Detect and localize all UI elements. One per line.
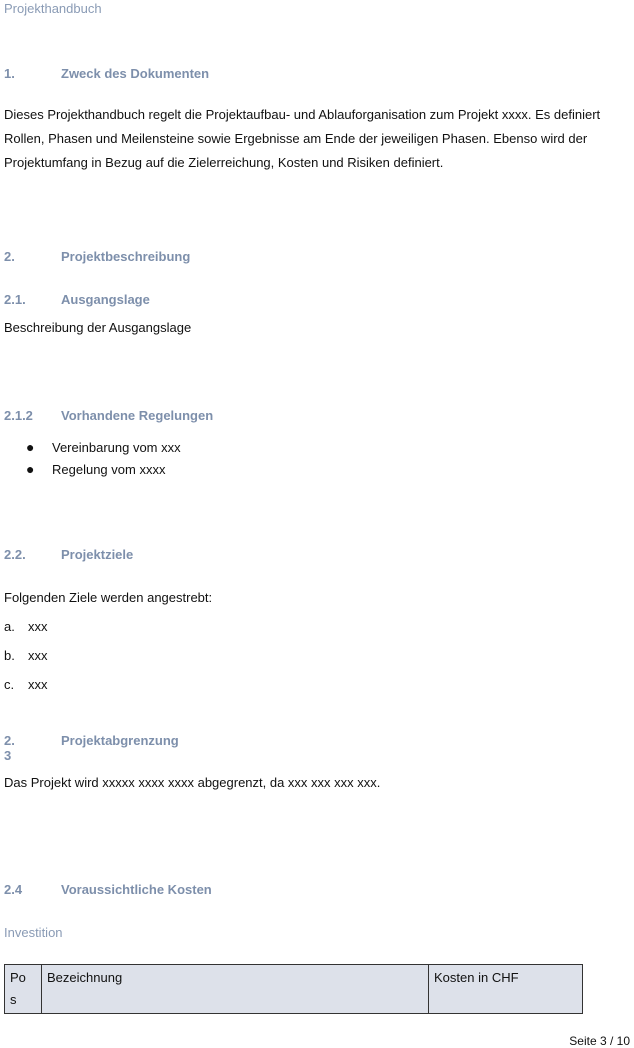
heading-title: Projektbeschreibung [61,249,191,264]
subheading-investition: Investition [4,925,63,940]
heading-number: 2. 3 [4,733,15,763]
heading-number: 2.2. [4,547,26,562]
table-header-row [5,965,583,1014]
heading-title: Ausgangslage [61,292,150,307]
table-header-kosten: Kosten in CHF [429,965,583,1014]
paragraph-projektabgrenzung: Das Projekt wird xxxxx xxxx xxxx abgegrenzt, da xxx xxx xxx xxx. [4,775,381,790]
cost-table [4,964,583,1014]
paragraph-projektziele-intro: Folgenden Ziele werden angestrebt: [4,590,213,605]
heading-title: Voraussichtliche Kosten [61,882,212,897]
heading-number: 2.1. [4,292,26,307]
heading-number: 2. [4,249,15,264]
document-header: Projekthandbuch [4,1,102,16]
table-header-bezeichnung: Bezeichnung [42,965,429,1014]
heading-title: Projektziele [61,547,134,562]
paragraph-zweck: Dieses Projekthandbuch regelt die Projektaufbau- und Ablauforganisation zum Projekt xxxx. Es definiert Rollen, Phasen und Meilensteine sowie Ergebnisse am Ende der jeweiligen Phasen. Ebenso wird der Projektumfang in Bezug auf die Zielerreichung, Kosten und Risiken definiert. [4,107,601,170]
paragraph-ausgangslage: Beschreibung der Ausgangslage [4,320,192,335]
heading-number: 1. [4,66,15,81]
heading-title: Projektabgrenzung [61,733,179,748]
heading-title: Vorhandene Regelungen [61,408,214,423]
bullet-icon: ● [26,439,35,455]
heading-number: 2.4 [4,882,23,897]
heading-title: Zweck des Dokumenten [61,66,210,81]
bullet-icon: ● [26,461,35,477]
table-header-pos: Po s [5,965,42,1014]
heading-number: 2.1.2 [4,408,33,423]
page-number: Seite 3 / 10 [569,1034,630,1048]
